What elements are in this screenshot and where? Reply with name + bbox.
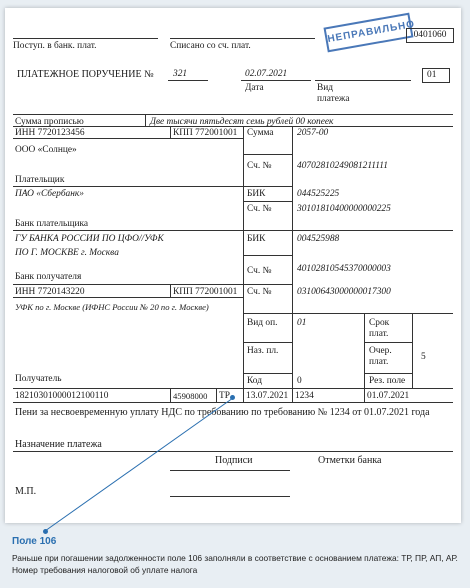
payer-bank-label: Банк плательщика: [15, 219, 89, 229]
order-value: 5: [421, 352, 426, 362]
callout-dot-end: [230, 395, 235, 400]
status-code: 01: [422, 68, 450, 83]
payer-bank-account-label: Сч. №: [247, 204, 272, 214]
payment-type-label: Вид платежа: [317, 83, 350, 104]
payee-kpp: КПП 772001001: [173, 287, 238, 297]
callout-title: Поле 106: [12, 536, 57, 547]
payer-bik-label: БИК: [247, 189, 266, 199]
tax-doc-number: 1234: [295, 391, 314, 401]
payee-bank-line1: ГУ БАНКА РОССИИ ПО ЦФО//УФК: [15, 234, 164, 244]
payee-label: Получатель: [15, 374, 62, 384]
tax-kbk: 18210301000012100110: [15, 391, 109, 401]
payer-account: 40702810249081211111: [297, 161, 388, 171]
tax-basis-field-106: ТР: [219, 391, 230, 401]
signatures-label: Подписи: [215, 455, 253, 466]
amount-words: Две тысячи пятьдесят семь рублей 00 копеек: [150, 117, 334, 127]
tax-period: 13.07.2021: [246, 391, 289, 401]
payee-account-label: Сч. №: [247, 287, 272, 297]
callout-text: Раньше при погашении задолженности поле 106 заполняли в соответствие с основанием платежа: ТР, ПР, АП, АР. Номер требования налоговой об уплате налога: [12, 553, 458, 575]
bank-marks-label: Отметки банка: [318, 455, 382, 466]
purpose-text: Пени за несвоевременную уплату НДС по требованию по требованию № 1234 от 01.07.2021 года: [15, 407, 430, 418]
order-number: 321: [173, 69, 188, 79]
date-value: 02.07.2021: [245, 69, 288, 79]
code-value: 0: [297, 376, 302, 386]
payer-name: ООО «Солнце»: [15, 145, 77, 155]
mp-label: М.П.: [15, 486, 37, 497]
payer-account-label: Сч. №: [247, 161, 272, 171]
op-type-label: Вид оп.: [247, 318, 278, 328]
payee-bank-account-label: Сч. №: [247, 266, 272, 276]
payee-bank-account: 40102810545370000003: [297, 264, 391, 274]
purpose-code-label: Наз. пл.: [247, 346, 279, 356]
tax-oktmo: 45908000: [173, 391, 208, 401]
amount-label: Сумма: [247, 128, 274, 138]
payee-name: УФК по г. Москве (ИФНС России № 20 по г. Москве): [15, 302, 209, 312]
payee-account: 03100643000000017300: [297, 287, 391, 297]
payee-bik-label: БИК: [247, 234, 266, 244]
callout-line: [45, 398, 233, 531]
payee-bank-label: Банк получателя: [15, 272, 82, 282]
order-label: Очер. плат.: [369, 346, 392, 367]
term-label: Срок плат.: [369, 318, 390, 339]
code-label: Код: [247, 376, 262, 386]
payer-inn: ИНН 7720123456: [15, 128, 85, 138]
tax-doc-date: 01.07.2021: [367, 391, 410, 401]
incorrect-stamp: НЕПРАВИЛЬНО: [323, 13, 413, 53]
received-label: Поступ. в банк. плат.: [13, 41, 97, 51]
reserve-label: Рез. поле: [369, 376, 406, 386]
form-title: ПЛАТЕЖНОЕ ПОРУЧЕНИЕ №: [17, 69, 154, 80]
payer-bank: ПАО «Сбербанк»: [15, 189, 84, 199]
form-code: 0401060: [406, 28, 454, 43]
payer-bank-account: 30101810400000000225: [297, 204, 391, 214]
payer-bik: 044525225: [297, 189, 340, 199]
date-label: Дата: [245, 83, 264, 93]
op-type: 01: [297, 318, 307, 328]
amount-value: 2057-00: [297, 128, 329, 138]
payer-label: Плательщик: [15, 175, 65, 185]
payee-bik: 004525988: [297, 234, 340, 244]
callout-dot-start: [43, 529, 48, 534]
debited-label: Списано со сч. плат.: [170, 41, 251, 51]
payee-bank-line2: ПО Г. МОСКВЕ г. Москва: [15, 248, 119, 258]
purpose-label: Назначение платежа: [15, 439, 102, 450]
payer-kpp: КПП 772001001: [173, 128, 238, 138]
payee-inn: ИНН 7720143220: [15, 287, 85, 297]
amount-words-label: Сумма прописью: [15, 117, 84, 127]
